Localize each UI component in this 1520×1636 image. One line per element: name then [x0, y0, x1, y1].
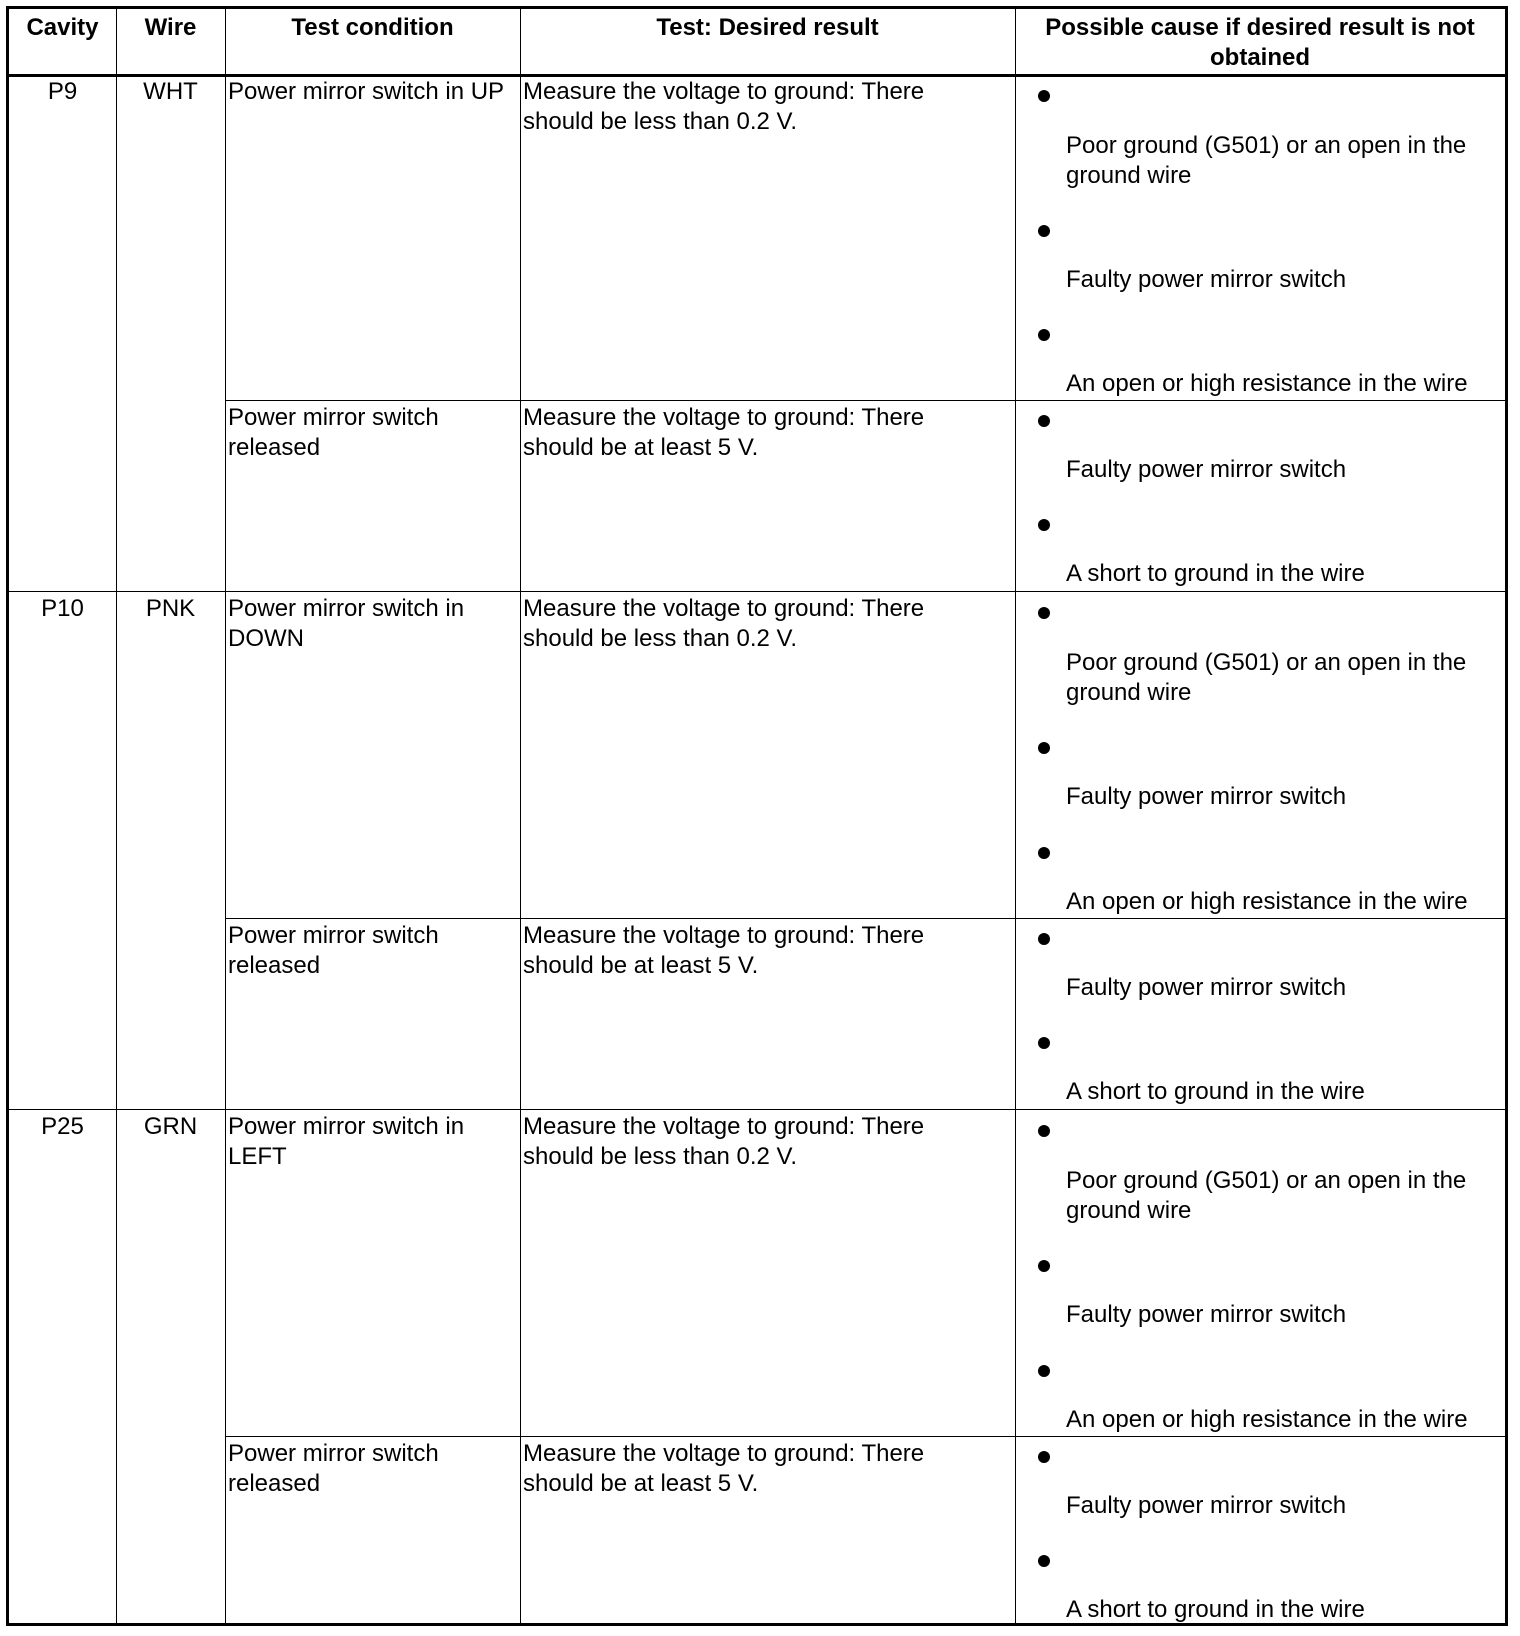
- bullet-icon: [1038, 847, 1050, 859]
- test-condition-cell: Power mirror switch released: [228, 404, 439, 461]
- cause-item: Faulty power mirror switch: [1066, 1301, 1347, 1328]
- cavity-cell: P10: [41, 595, 84, 622]
- bullet-icon: [1038, 607, 1050, 619]
- cause-item: Faulty power mirror switch: [1066, 456, 1347, 483]
- wire-cell: GRN: [143, 1113, 198, 1140]
- cause-item: Faulty power mirror switch: [1066, 783, 1347, 810]
- cavity-cell: P9: [47, 78, 78, 105]
- cavity-cell: P25: [41, 1113, 84, 1140]
- bullet-icon: [1038, 519, 1050, 531]
- test-condition-cell: Power mirror switch released: [228, 922, 439, 979]
- test-condition-cell: Power mirror switch in UP: [228, 78, 505, 105]
- bullet-icon: [1038, 742, 1050, 754]
- desired-result-cell: Measure the voltage to ground: There should be less than 0.2 V.: [523, 1113, 925, 1170]
- bullet-icon: [1038, 933, 1050, 945]
- column-divider: [520, 9, 521, 1623]
- row-divider: [225, 400, 1505, 401]
- cause-item: Poor ground (G501) or an open in the ground wire: [1066, 649, 1467, 706]
- desired-result-cell: Measure the voltage to ground: There should be less than 0.2 V.: [523, 595, 925, 652]
- column-divider: [225, 9, 226, 1623]
- wire-cell: WHT: [143, 78, 198, 105]
- bullet-icon: [1038, 1125, 1050, 1137]
- cause-item: An open or high resistance in the wire: [1066, 888, 1468, 915]
- desired-result-cell: Measure the voltage to ground: There should be at least 5 V.: [523, 1440, 925, 1497]
- column-divider: [116, 9, 117, 1623]
- cause-item: Poor ground (G501) or an open in the ground wire: [1066, 132, 1467, 189]
- test-condition-cell: Power mirror switch released: [228, 1440, 439, 1497]
- desired-result-cell: Measure the voltage to ground: There should be at least 5 V.: [523, 922, 925, 979]
- group-divider: [9, 591, 1505, 592]
- bullet-icon: [1038, 415, 1050, 427]
- cause-item: A short to ground in the wire: [1066, 1596, 1365, 1623]
- test-condition-cell: Power mirror switch in DOWN: [228, 595, 465, 652]
- bullet-icon: [1038, 1037, 1050, 1049]
- row-divider: [225, 918, 1505, 919]
- wire-cell: PNK: [145, 595, 196, 622]
- header-desired-result: Test: Desired result: [656, 14, 879, 41]
- cause-item: An open or high resistance in the wire: [1066, 1406, 1468, 1433]
- diagnostic-table: [6, 6, 1508, 1626]
- group-divider: [9, 1109, 1505, 1110]
- bullet-icon: [1038, 1451, 1050, 1463]
- desired-result-cell: Measure the voltage to ground: There should be less than 0.2 V.: [523, 78, 925, 135]
- header-cavity: Cavity: [26, 14, 99, 41]
- cause-item: A short to ground in the wire: [1066, 560, 1365, 587]
- cause-item: Faulty power mirror switch: [1066, 266, 1347, 293]
- header-wire: Wire: [144, 14, 197, 41]
- bullet-icon: [1038, 1555, 1050, 1567]
- row-divider: [225, 1436, 1505, 1437]
- column-divider: [1015, 9, 1016, 1623]
- cause-item: Faulty power mirror switch: [1066, 974, 1347, 1001]
- cause-item: A short to ground in the wire: [1066, 1078, 1365, 1105]
- test-condition-cell: Power mirror switch in LEFT: [228, 1113, 465, 1170]
- bullet-icon: [1038, 90, 1050, 102]
- bullet-icon: [1038, 329, 1050, 341]
- bullet-icon: [1038, 1365, 1050, 1377]
- cause-item: Faulty power mirror switch: [1066, 1492, 1347, 1519]
- bullet-icon: [1038, 225, 1050, 237]
- cause-item: Poor ground (G501) or an open in the ground wire: [1066, 1167, 1467, 1224]
- header-possible-cause: Possible cause if desired result is not obtained: [1045, 14, 1475, 71]
- header-test-condition: Test condition: [291, 14, 454, 41]
- bullet-icon: [1038, 1260, 1050, 1272]
- desired-result-cell: Measure the voltage to ground: There should be at least 5 V.: [523, 404, 925, 461]
- cause-item: An open or high resistance in the wire: [1066, 370, 1468, 397]
